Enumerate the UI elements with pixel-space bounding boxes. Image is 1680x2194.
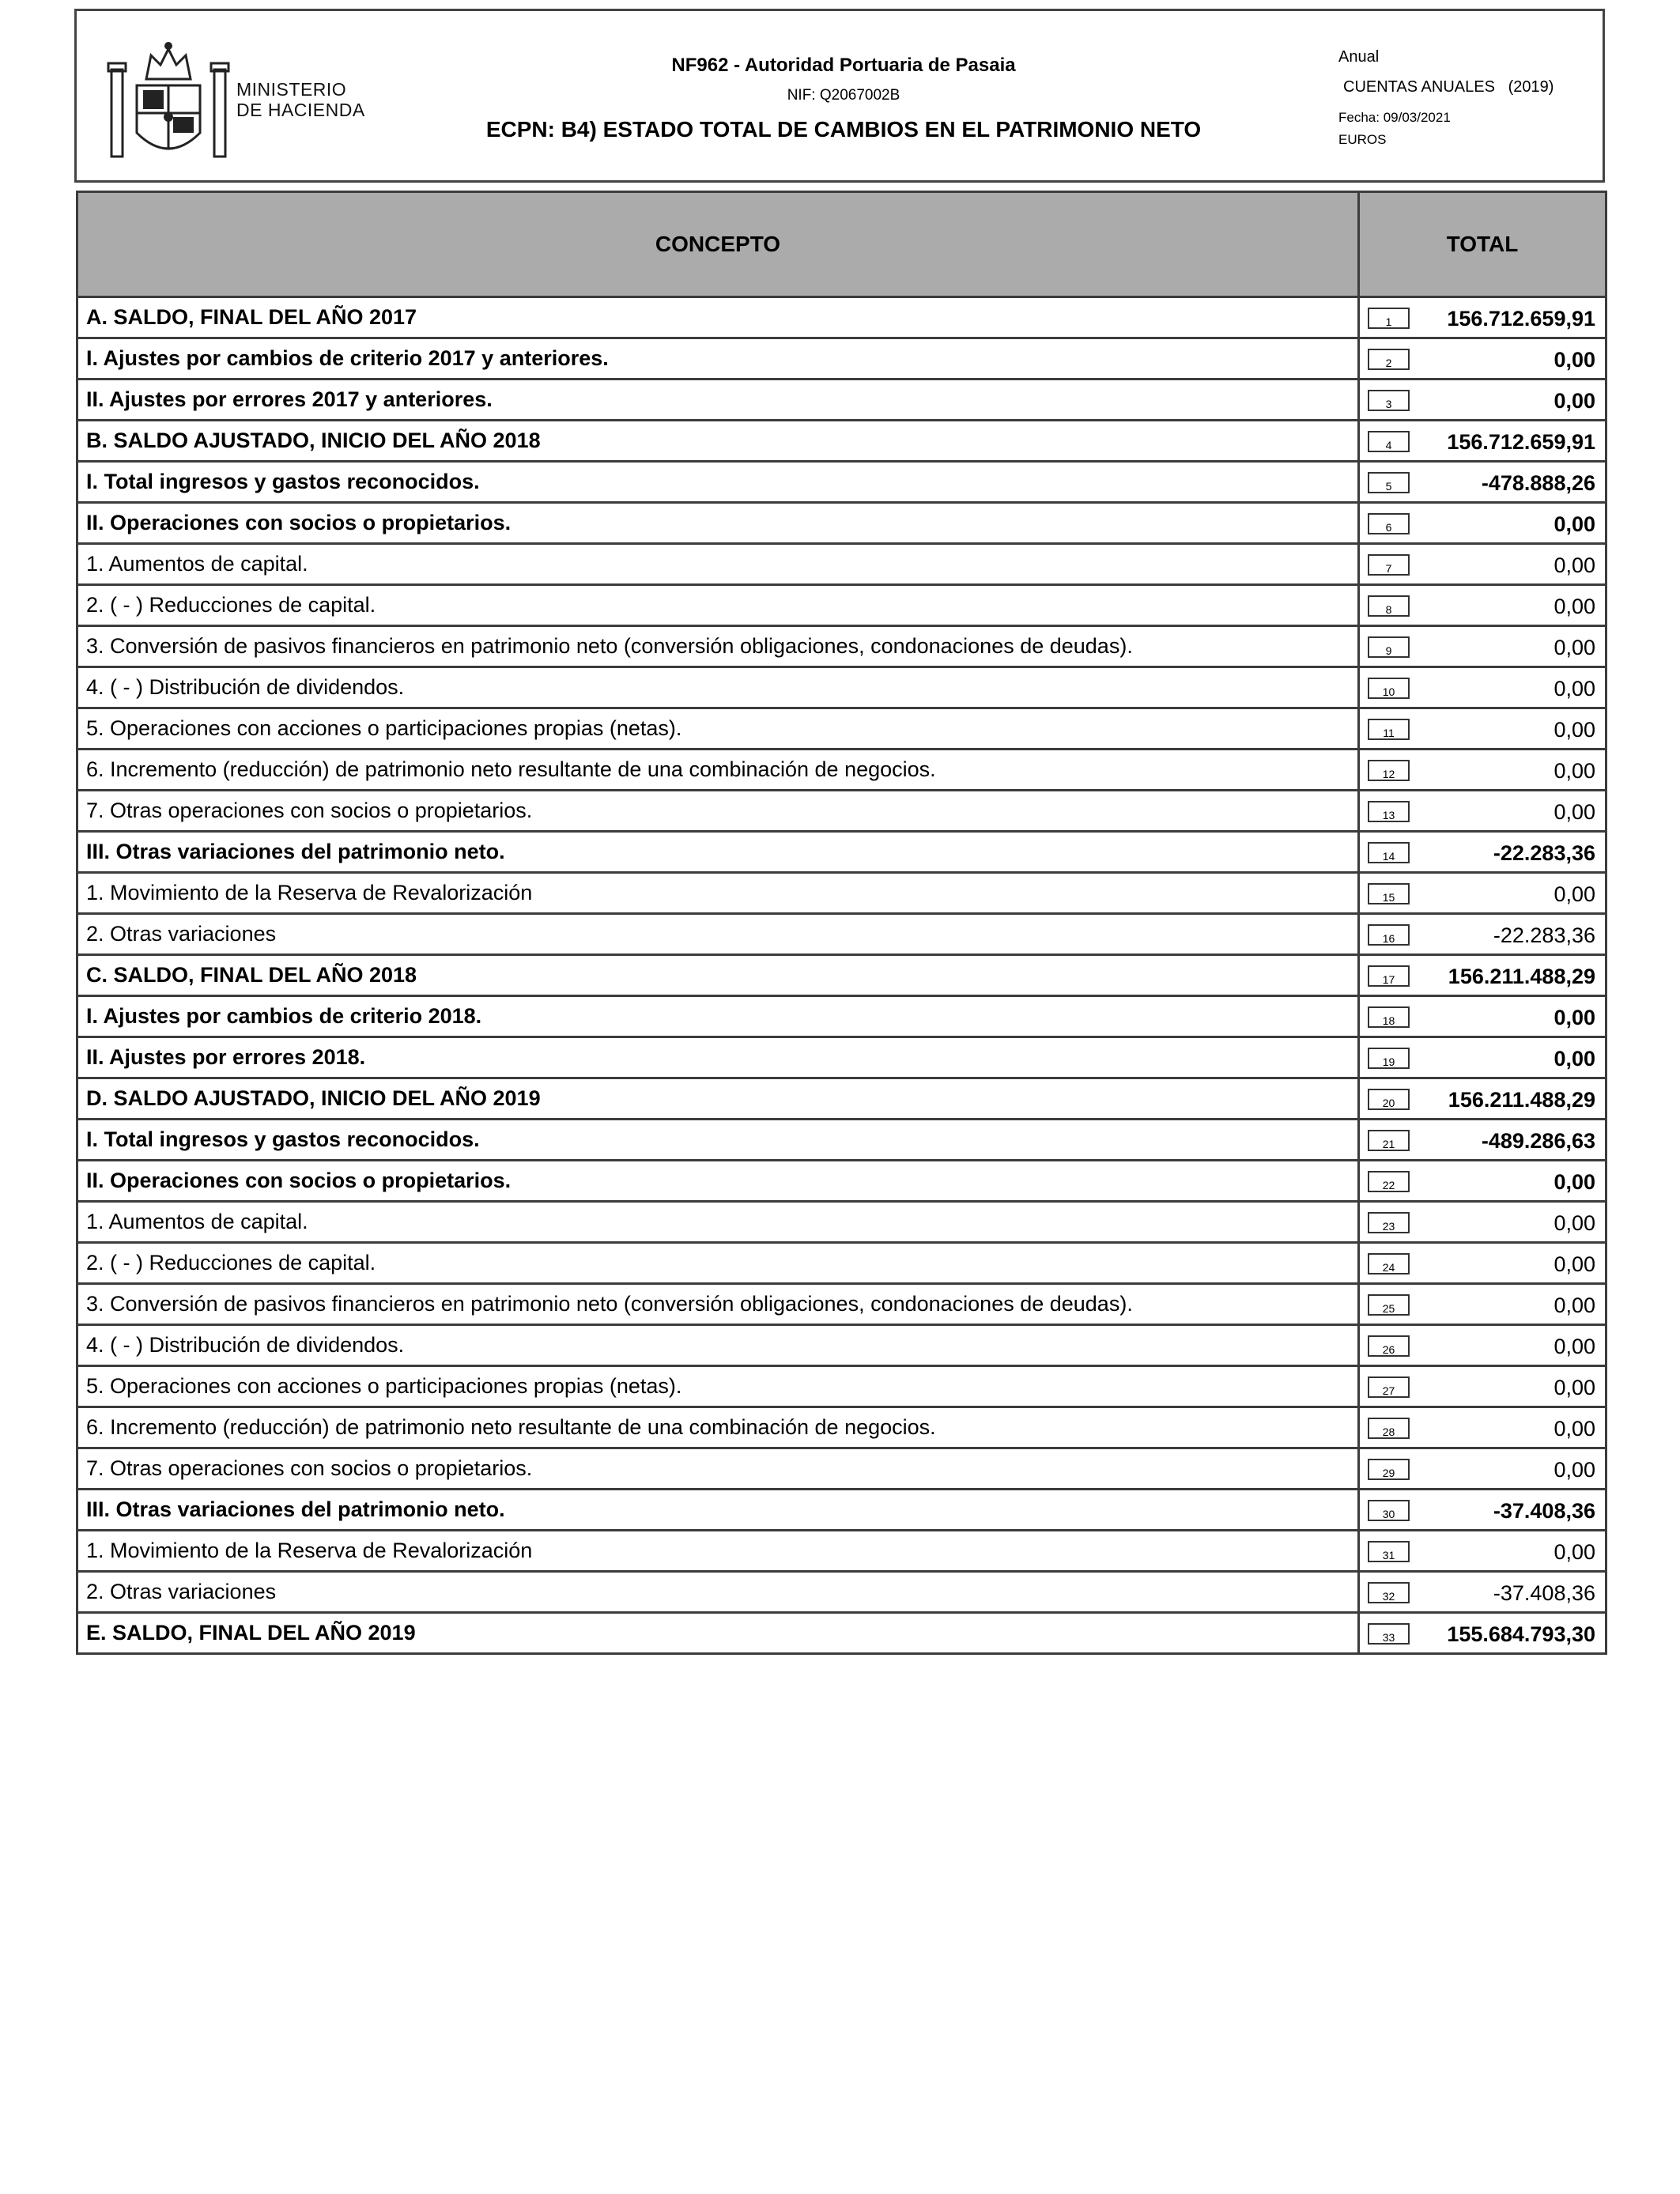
column-header-total: TOTAL [1359, 192, 1606, 297]
row-concept: I. Ajustes por cambios de criterio 2018. [77, 996, 1359, 1037]
table-header-row [77, 192, 1606, 297]
row-total-cell [1359, 1366, 1606, 1407]
row-amount: 156.211.488,29 [1448, 1088, 1595, 1112]
accounts-label: CUENTAS ANUALES (2019) [1343, 78, 1554, 96]
row-number-box: 28 [1368, 1418, 1410, 1439]
row-total-cell [1359, 667, 1606, 708]
row-amount: 156.712.659,91 [1447, 307, 1595, 330]
row-concept: 2. ( - ) Reducciones de capital. [77, 1243, 1359, 1284]
row-total-cell [1359, 1037, 1606, 1078]
row-number-box: 29 [1368, 1459, 1410, 1480]
table-row [77, 1407, 1606, 1448]
row-concept: 1. Aumentos de capital. [77, 1202, 1359, 1243]
period-label: Anual [1338, 48, 1380, 66]
table-row [77, 832, 1606, 873]
row-concept: I. Ajustes por cambios de criterio 2017 y anteriores. [77, 338, 1359, 380]
row-amount: 0,00 [1554, 1540, 1595, 1564]
row-number-box: 9 [1368, 636, 1410, 658]
row-number-box: 24 [1368, 1253, 1410, 1274]
table-row [77, 1120, 1606, 1161]
row-number-box: 27 [1368, 1376, 1410, 1398]
row-concept: 6. Incremento (reducción) de patrimonio neto resultante de una combinación de negocios. [77, 750, 1359, 791]
row-amount: 0,00 [1554, 1006, 1595, 1029]
row-concept: A. SALDO, FINAL DEL AÑO 2017 [77, 297, 1359, 338]
row-number-box: 25 [1368, 1294, 1410, 1316]
row-amount: -22.283,36 [1493, 923, 1595, 947]
row-total-cell [1359, 1284, 1606, 1325]
row-number-box: 30 [1368, 1500, 1410, 1521]
row-amount: -37.408,36 [1493, 1581, 1595, 1605]
row-total-cell [1359, 1572, 1606, 1613]
currency-label: EUROS [1338, 132, 1387, 147]
row-number-box: 26 [1368, 1335, 1410, 1357]
row-number-box: 16 [1368, 924, 1410, 946]
row-total-cell [1359, 1613, 1606, 1654]
row-total-cell [1359, 1448, 1606, 1490]
table-row [77, 750, 1606, 791]
row-amount: 0,00 [1554, 1252, 1595, 1276]
row-total-cell [1359, 914, 1606, 955]
row-total-cell [1359, 750, 1606, 791]
row-number-box: 1 [1368, 308, 1410, 329]
table-row [77, 1202, 1606, 1243]
logo-text-line-1: MINISTERIO [236, 79, 347, 100]
row-number-box: 14 [1368, 842, 1410, 863]
row-total-cell [1359, 996, 1606, 1037]
row-total-cell [1359, 873, 1606, 914]
row-number-box: 6 [1368, 513, 1410, 534]
row-amount: 156.712.659,91 [1447, 430, 1595, 454]
row-amount: 0,00 [1554, 1211, 1595, 1235]
row-concept: II. Operaciones con socios o propietarios. [77, 1161, 1359, 1202]
row-amount: -22.283,36 [1493, 841, 1595, 865]
table-row [77, 1284, 1606, 1325]
row-concept: E. SALDO, FINAL DEL AÑO 2019 [77, 1613, 1359, 1654]
row-amount: 0,00 [1554, 1458, 1595, 1482]
row-concept: III. Otras variaciones del patrimonio neto. [77, 832, 1359, 873]
table-row [77, 1037, 1606, 1078]
row-concept: 6. Incremento (reducción) de patrimonio neto resultante de una combinación de negocios. [77, 1407, 1359, 1448]
row-number-box: 33 [1368, 1623, 1410, 1645]
table-row [77, 1490, 1606, 1531]
table-row [77, 297, 1606, 338]
document-title: ECPN: B4) ESTADO TOTAL DE CAMBIOS EN EL PATRIMONIO NETO [485, 117, 1202, 142]
row-total-cell [1359, 832, 1606, 873]
row-concept: I. Total ingresos y gastos reconocidos. [77, 462, 1359, 503]
row-amount: 0,00 [1554, 1293, 1595, 1317]
row-total-cell [1359, 708, 1606, 750]
row-amount: 0,00 [1554, 800, 1595, 824]
row-total-cell [1359, 1490, 1606, 1531]
row-number-box: 22 [1368, 1171, 1410, 1192]
row-number-box: 20 [1368, 1089, 1410, 1110]
row-concept: II. Ajustes por errores 2017 y anteriores. [77, 380, 1359, 421]
coat-of-arms-logo [105, 38, 232, 164]
row-amount: 0,00 [1554, 348, 1595, 372]
table-row [77, 1161, 1606, 1202]
row-concept: III. Otras variaciones del patrimonio neto. [77, 1490, 1359, 1531]
row-concept: 5. Operaciones con acciones o participaciones propias (netas). [77, 708, 1359, 750]
row-total-cell [1359, 1243, 1606, 1284]
row-concept: 1. Movimiento de la Reserva de Revalorización [77, 873, 1359, 914]
row-total-cell [1359, 462, 1606, 503]
row-number-box: 17 [1368, 965, 1410, 987]
row-number-box: 2 [1368, 349, 1410, 370]
table-row [77, 1572, 1606, 1613]
table-row [77, 708, 1606, 750]
row-concept: II. Operaciones con socios o propietarios. [77, 503, 1359, 544]
document-header [74, 9, 1605, 183]
tax-id: NIF: Q2067002B [787, 87, 900, 104]
row-total-cell [1359, 1161, 1606, 1202]
row-number-box: 19 [1368, 1048, 1410, 1069]
date-label: Fecha: 09/03/2021 [1338, 110, 1451, 125]
row-amount: 0,00 [1554, 759, 1595, 783]
ministry-logo-text [236, 79, 365, 120]
row-number-box: 8 [1368, 595, 1410, 617]
row-number-box: 31 [1368, 1541, 1410, 1562]
row-number-box: 23 [1368, 1212, 1410, 1233]
row-concept: I. Total ingresos y gastos reconocidos. [77, 1120, 1359, 1161]
row-amount: 0,00 [1554, 882, 1595, 906]
row-amount: 0,00 [1554, 636, 1595, 659]
row-concept: 2. Otras variaciones [77, 914, 1359, 955]
equity-changes-table [76, 191, 1605, 1655]
row-total-cell [1359, 503, 1606, 544]
row-total-cell [1359, 380, 1606, 421]
row-concept: 7. Otras operaciones con socios o propietarios. [77, 1448, 1359, 1490]
row-total-cell [1359, 1078, 1606, 1120]
row-number-box: 7 [1368, 554, 1410, 576]
table-row [77, 1448, 1606, 1490]
row-total-cell [1359, 791, 1606, 832]
row-total-cell [1359, 421, 1606, 462]
row-concept: 4. ( - ) Distribución de dividendos. [77, 1325, 1359, 1366]
table-row [77, 791, 1606, 832]
row-amount: 155.684.793,30 [1447, 1622, 1595, 1646]
row-concept: 2. Otras variaciones [77, 1572, 1359, 1613]
row-amount: 0,00 [1554, 677, 1595, 700]
row-concept: C. SALDO, FINAL DEL AÑO 2018 [77, 955, 1359, 996]
row-total-cell [1359, 544, 1606, 585]
table-row [77, 873, 1606, 914]
row-concept: 3. Conversión de pasivos financieros en patrimonio neto (conversión obligaciones, condonaciones de deudas). [77, 626, 1359, 667]
row-concept: II. Ajustes por errores 2018. [77, 1037, 1359, 1078]
row-amount: -37.408,36 [1493, 1499, 1595, 1523]
row-concept: 5. Operaciones con acciones o participaciones propias (netas). [77, 1366, 1359, 1407]
row-concept: 4. ( - ) Distribución de dividendos. [77, 667, 1359, 708]
row-amount: 0,00 [1554, 1417, 1595, 1441]
table-row [77, 1366, 1606, 1407]
row-number-box: 3 [1368, 390, 1410, 411]
row-total-cell [1359, 955, 1606, 996]
row-amount: -478.888,26 [1481, 471, 1595, 495]
table-row [77, 462, 1606, 503]
row-amount: 0,00 [1554, 1170, 1595, 1194]
row-concept: B. SALDO AJUSTADO, INICIO DEL AÑO 2018 [77, 421, 1359, 462]
table-row [77, 626, 1606, 667]
row-number-box: 12 [1368, 760, 1410, 781]
table-row [77, 1613, 1606, 1654]
row-concept: 1. Aumentos de capital. [77, 544, 1359, 585]
column-header-concept: CONCEPTO [77, 192, 1359, 297]
logo-text-line-2: DE HACIENDA [236, 100, 365, 120]
row-number-box: 13 [1368, 801, 1410, 822]
row-number-box: 15 [1368, 883, 1410, 904]
row-amount: 0,00 [1554, 512, 1595, 536]
row-number-box: 5 [1368, 472, 1410, 493]
table-body [77, 297, 1606, 1654]
table-row [77, 914, 1606, 955]
table-row [77, 421, 1606, 462]
row-number-box: 32 [1368, 1582, 1410, 1603]
row-amount: 0,00 [1554, 595, 1595, 618]
table-row [77, 667, 1606, 708]
row-amount: 156.211.488,29 [1448, 965, 1595, 988]
row-total-cell [1359, 1407, 1606, 1448]
table-row [77, 338, 1606, 380]
row-number-box: 11 [1368, 719, 1410, 740]
table-row [77, 544, 1606, 585]
row-concept: 2. ( - ) Reducciones de capital. [77, 585, 1359, 626]
row-number-box: 4 [1368, 431, 1410, 452]
row-number-box: 21 [1368, 1130, 1410, 1151]
row-concept: 7. Otras operaciones con socios o propietarios. [77, 791, 1359, 832]
row-concept: 3. Conversión de pasivos financieros en patrimonio neto (conversión obligaciones, condonaciones de deudas). [77, 1284, 1359, 1325]
row-total-cell [1359, 1202, 1606, 1243]
row-total-cell [1359, 585, 1606, 626]
row-concept: D. SALDO AJUSTADO, INICIO DEL AÑO 2019 [77, 1078, 1359, 1120]
table-row [77, 503, 1606, 544]
row-total-cell [1359, 338, 1606, 380]
row-total-cell [1359, 1325, 1606, 1366]
table-row [77, 1325, 1606, 1366]
row-amount: 0,00 [1554, 1376, 1595, 1399]
table-row [77, 380, 1606, 421]
row-amount: 0,00 [1554, 553, 1595, 577]
row-concept: 1. Movimiento de la Reserva de Revalorización [77, 1531, 1359, 1572]
row-number-box: 18 [1368, 1006, 1410, 1028]
row-number-box: 10 [1368, 678, 1410, 699]
table-row [77, 1531, 1606, 1572]
row-amount: 0,00 [1554, 718, 1595, 742]
table-row [77, 996, 1606, 1037]
row-amount: 0,00 [1554, 1335, 1595, 1358]
table-row [77, 955, 1606, 996]
table-row [77, 585, 1606, 626]
row-total-cell [1359, 1531, 1606, 1572]
row-amount: 0,00 [1554, 1047, 1595, 1071]
organization-name: NF962 - Autoridad Portuaria de Pasaia [671, 55, 1016, 76]
row-amount: -489.286,63 [1481, 1129, 1595, 1153]
table-row [77, 1243, 1606, 1284]
row-total-cell [1359, 626, 1606, 667]
row-amount: 0,00 [1554, 389, 1595, 413]
row-total-cell [1359, 297, 1606, 338]
row-total-cell [1359, 1120, 1606, 1161]
table-row [77, 1078, 1606, 1120]
